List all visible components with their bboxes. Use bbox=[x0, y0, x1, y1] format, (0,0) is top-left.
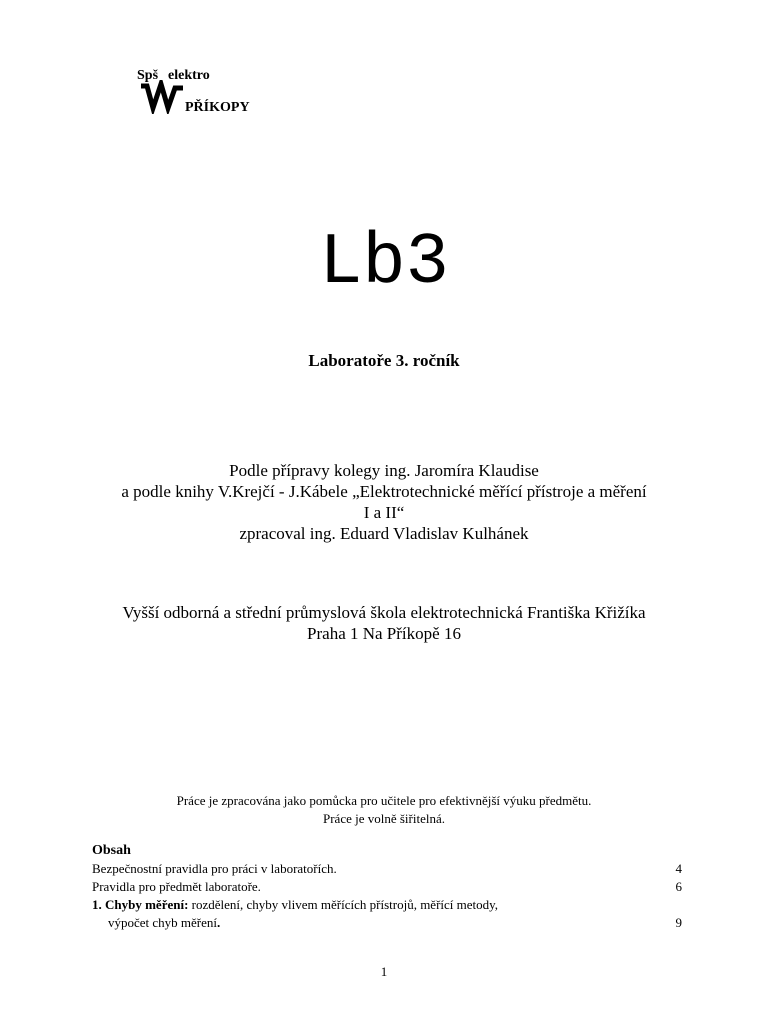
note-block bbox=[0, 792, 768, 828]
page-number: 1 bbox=[380, 964, 388, 979]
credits-line: Podle přípravy kolegy ing. Jaromíra Klaudise bbox=[229, 461, 539, 480]
toc-chapter-1-cont bbox=[92, 914, 682, 932]
document-title: Lb3 bbox=[319, 222, 449, 304]
toc-item[interactable] bbox=[92, 860, 682, 878]
note-line: Práce je volně šiřitelná. bbox=[322, 811, 445, 826]
toc-chapter-1-number: 1. bbox=[92, 897, 102, 912]
logo-text-elektro: elektro bbox=[168, 68, 210, 83]
toc-chapter-1-page: 9 bbox=[675, 915, 682, 930]
toc-chapter-1-title: Chyby měření: bbox=[105, 897, 189, 912]
toc-chapter-1[interactable] bbox=[92, 896, 682, 914]
school-name: Vyšší odborná a střední průmyslová škola elektrotechnická Františka Křižíka bbox=[122, 603, 646, 622]
toc-item-page: 4 bbox=[675, 861, 682, 876]
toc-chapter-1-line2 bbox=[92, 914, 220, 932]
toc-item[interactable] bbox=[92, 878, 682, 896]
toc-heading: Obsah bbox=[92, 843, 131, 858]
toc-chapter-1-line1 bbox=[92, 896, 498, 914]
credits-line: a podle knihy V.Krejčí - J.Kábele „Elektrotechnické měřící přístroje a měření bbox=[121, 482, 647, 501]
toc-chapter-1-desc: rozdělení, chyby vlivem měřících přístrojů, měřící metody, bbox=[188, 897, 499, 912]
note-line: Práce je zpracována jako pomůcka pro učitele pro efektivnější výuku předmětu. bbox=[176, 793, 592, 808]
credits-line: zpracoval ing. Eduard Vladislav Kulhánek bbox=[239, 524, 529, 543]
toc-item-text: Pravidla pro předmět laboratoře. bbox=[92, 879, 261, 894]
toc-chapter-1-line2-end: . bbox=[217, 915, 221, 930]
toc-item-text: Bezpečnostní pravidla pro práci v laboratořích. bbox=[92, 861, 337, 876]
credits-block bbox=[0, 460, 768, 544]
table-of-contents bbox=[92, 842, 682, 932]
logo-text-sps: Spš bbox=[137, 68, 159, 83]
toc-item-page: 6 bbox=[675, 879, 682, 894]
school-block bbox=[0, 602, 768, 644]
document-subtitle: Laboratoře 3. ročník bbox=[308, 351, 460, 370]
toc-chapter-1-line2-text: výpočet chyb měření bbox=[108, 915, 218, 930]
logo-text-prikopy: PŘÍKOPY bbox=[185, 100, 250, 115]
logo-wave-icon bbox=[139, 80, 189, 114]
credits-line: I a II“ bbox=[363, 503, 405, 522]
school-address: Praha 1 Na Příkopě 16 bbox=[307, 624, 461, 643]
